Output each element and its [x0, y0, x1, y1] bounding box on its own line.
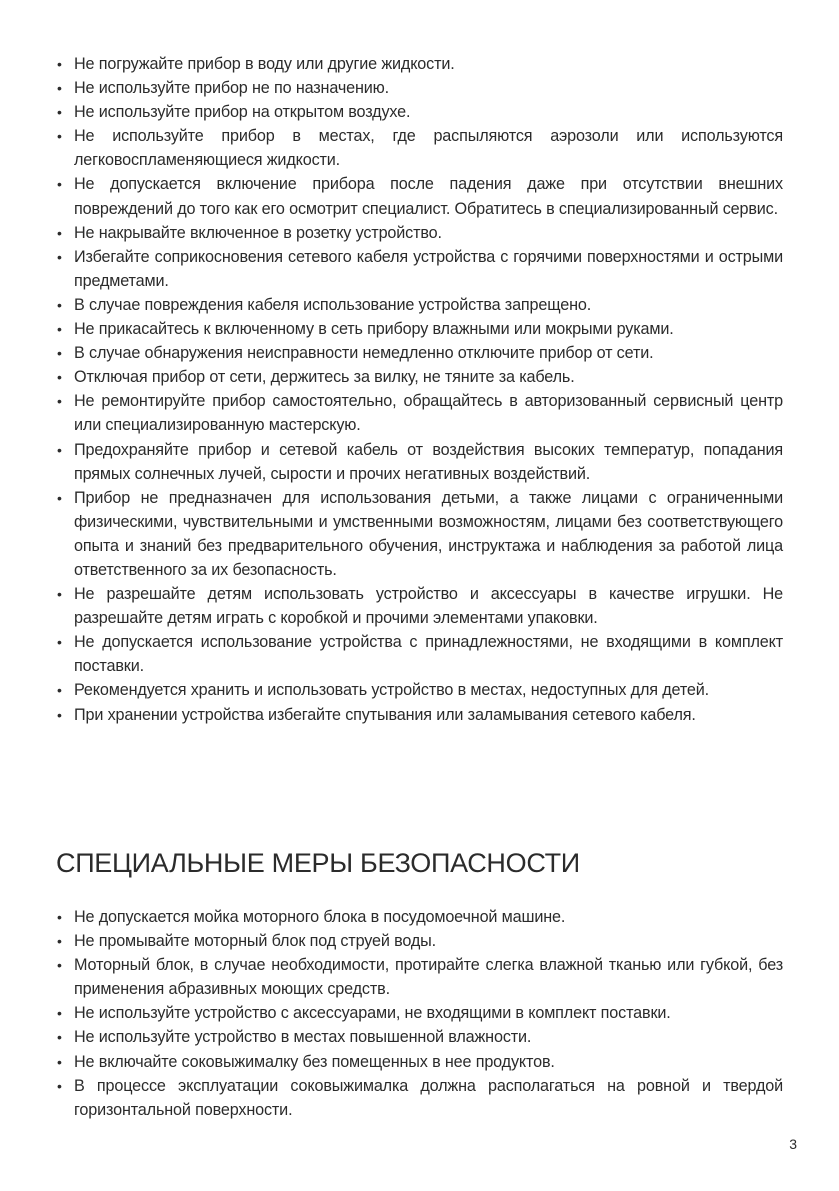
- list-item: • Отключая прибор от сети, держитесь за вилку, не тяните за кабель.: [56, 365, 783, 389]
- list-item: • Не используйте устройство в местах повышенной влажности.: [56, 1025, 783, 1049]
- special-safety-section: [56, 905, 783, 1122]
- list-item: • Моторный блок, в случае необходимости, протирайте слегка влажной тканью или губкой, без применения абразивных моющих средств.: [56, 953, 783, 1001]
- page-number: 3: [789, 1136, 797, 1152]
- list-item: • Не допускается использование устройства с принадлежностями, не входящими в комплект поставки.: [56, 630, 783, 678]
- list-item: • Не используйте прибор в местах, где распыляются аэрозоли или используются легковоспламеняющиеся жидкости.: [56, 124, 783, 172]
- section-heading: СПЕЦИАЛЬНЫЕ МЕРЫ БЕЗОПАСНОСТИ: [56, 848, 580, 878]
- list-item: • Не используйте прибор на открытом воздухе.: [56, 100, 783, 124]
- list-item: • При хранении устройства избегайте спутывания или заламывания сетевого кабеля.: [56, 703, 783, 727]
- list-item: • Не промывайте моторный блок под струей воды.: [56, 929, 783, 953]
- special-safety-list: [56, 905, 783, 1122]
- list-item: • Не разрешайте детям использовать устройство и аксессуары в качестве игрушки. Не разрешайте детям играть с коробкой и прочими элементами упаковки.: [56, 582, 783, 630]
- list-item: • Прибор не предназначен для использования детьми, а также лицами с ограниченными физическими, чувствительными и умственными возможностям, лицами без соответствующего опыта и знаний без предварительного обучения, инструктажа и наблюдения за работой лица ответственного за их безопасность.: [56, 486, 783, 582]
- list-item: • В процессе эксплуатации соковыжималка должна располагаться на ровной и твердой горизонтальной поверхности.: [56, 1074, 783, 1122]
- list-item: • Не погружайте прибор в воду или другие жидкости.: [56, 52, 783, 76]
- list-item: • В случае повреждения кабеля использование устройства запрещено.: [56, 293, 783, 317]
- list-item: • Не накрывайте включенное в розетку устройство.: [56, 221, 783, 245]
- list-item: • Не используйте прибор не по назначению.: [56, 76, 783, 100]
- list-item: • Не включайте соковыжималку без помещенных в нее продуктов.: [56, 1050, 783, 1074]
- list-item: • Не используйте устройство с аксессуарами, не входящими в комплект поставки.: [56, 1001, 783, 1025]
- general-safety-list: [56, 52, 783, 727]
- list-item: • Не допускается мойка моторного блока в посудомоечной машине.: [56, 905, 783, 929]
- list-item: • Предохраняйте прибор и сетевой кабель от воздействия высоких температур, попадания прямых солнечных лучей, сырости и прочих негативных воздействий.: [56, 438, 783, 486]
- list-item: • Не прикасайтесь к включенному в сеть прибору влажными или мокрыми руками.: [56, 317, 783, 341]
- list-item: • Рекомендуется хранить и использовать устройство в местах, недоступных для детей.: [56, 678, 783, 702]
- list-item: • Не допускается включение прибора после падения даже при отсутствии внешних повреждений до того как его осмотрит специалист. Обратитесь в специализированный сервис.: [56, 172, 783, 220]
- list-item: • В случае обнаружения неисправности немедленно отключите прибор от сети.: [56, 341, 783, 365]
- general-safety-section: [56, 52, 783, 727]
- list-item: • Не ремонтируйте прибор самостоятельно, обращайтесь в авторизованный сервисный центр или специализированную мастерскую.: [56, 389, 783, 437]
- list-item: • Избегайте соприкосновения сетевого кабеля устройства с горячими поверхностями и острыми предметами.: [56, 245, 783, 293]
